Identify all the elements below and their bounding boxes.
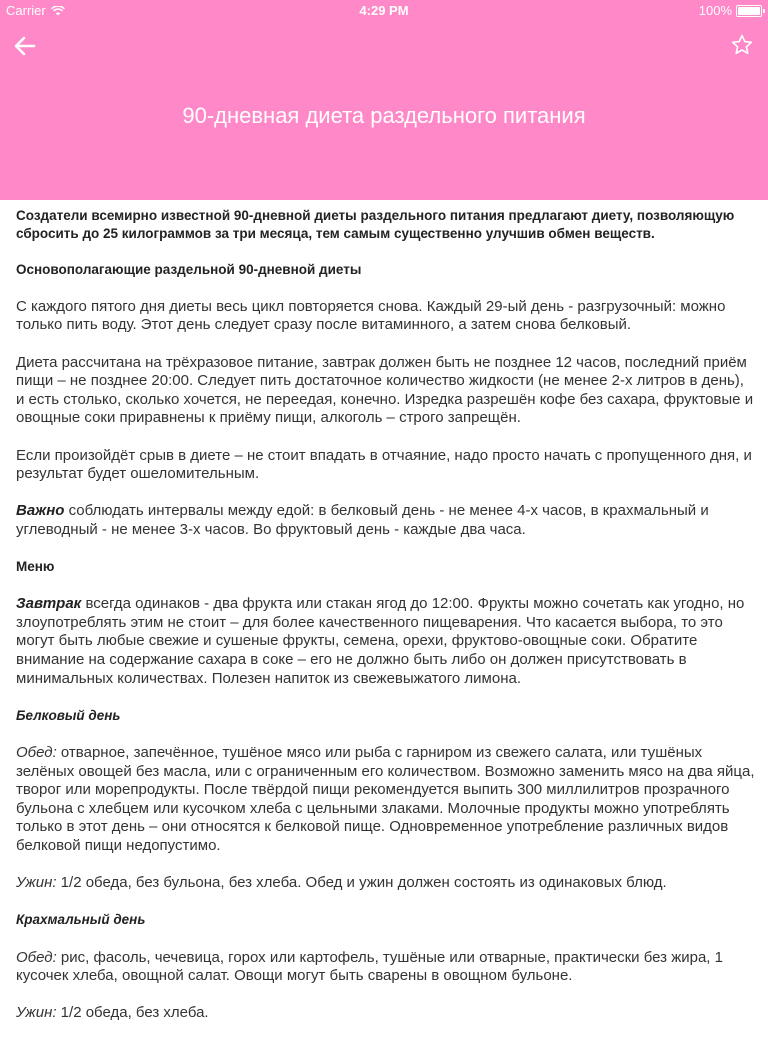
status-time: 4:29 PM	[359, 3, 409, 18]
protein-day-heading: Белковый день	[16, 707, 121, 723]
paragraph-starch-dinner	[16, 1004, 756, 1023]
protein-dinner-text: 1/2 обеда, без бульона, без хлеба. Обед и ужин должен состоять из одинаковых блюд.	[56, 874, 667, 892]
arrow-left-icon	[12, 34, 38, 58]
protein-dinner-label: Ужин:	[16, 874, 57, 892]
menu-heading: Меню	[16, 559, 55, 575]
important-text: соблюдать интервалы между едой: в белковый день - не менее 4-х часов, в крахмальный и углеводный - не менее 3-х часов. Во фруктовый день - каждые два часа.	[16, 502, 709, 538]
back-button[interactable]	[12, 34, 38, 58]
important-label: Важно	[16, 502, 65, 520]
starch-dinner-label: Ужин:	[16, 1004, 57, 1022]
paragraph-breakdown: Если произойдёт срыв в диете – не стоит впадать в отчаяние, надо просто начать с пропущенного дня, и результат будет ошеломительным.	[16, 446, 752, 483]
article-lead: Создатели всемирно известной 90-дневной диеты раздельного питания предлагают диету, позволяющую сбросить до 25 килограммов за три месяца, тем самым существенно улучшив обмен веществ.	[16, 208, 735, 241]
battery-percent: 100%	[698, 3, 732, 18]
starch-dinner-text: 1/2 обеда, без хлеба.	[56, 1004, 209, 1022]
protein-lunch-text: отварное, запечённое, тушёное мясо или рыба с гарниром из свежего салата, или тушёных зелёных овощей без масла, или с ограниченным его количеством. Возможно заменить мясо на два яйца, творог или морепродукты. После твёрдой пищи рекомендуется выпить 300 миллилитров прозрачного бульона с хлебцем или кусочком хлеба с цельными злаками. Молочные продукты можно употреблять только в этот день – они относятся к белковой пище. Одновременное употребление различных видов белковой пищи недопустимо.	[16, 744, 755, 854]
star-outline-icon	[730, 33, 754, 57]
paragraph-cycle: С каждого пятого дня диеты весь цикл повторяется снова. Каждый 29-ый день - разгрузочный: можно только пить воду. Этот день следует сразу после витаминного, а затем снова белковый.	[16, 297, 726, 334]
status-right	[699, 3, 762, 18]
paragraph-protein-dinner	[16, 874, 756, 893]
article-body	[16, 207, 756, 1042]
header-bar	[0, 0, 768, 200]
paragraph-starch-lunch	[16, 949, 756, 986]
paragraph-important	[16, 502, 756, 539]
paragraph-meals: Диета рассчитана на трёхразовое питание, завтрак должен быть не позднее 12 часов, последний приём пищи – не позднее 20:00. Следует пить достаточное количество жидкости (не менее 2-х литров в день), и есть столько, сколько хочется, не переедая, конечно. Изредка разрешён кофе без сахара, фруктовые и овощные соки приравнены к приёму пищи, алкоголь – строго запрещён.	[16, 353, 754, 427]
starch-lunch-text: рис, фасоль, чечевица, горох или картофель, тушёные или отварные, практически без жира, 1 кусочек хлеба, овощной салат. Овощи могут быть сварены в овощном бульоне.	[16, 948, 723, 985]
status-bar	[0, 0, 768, 22]
page-title: 90-дневная диета раздельного питания	[182, 102, 586, 128]
favorite-button[interactable]	[730, 33, 754, 57]
breakfast-text: всегда одинаков - два фрукта или стакан ягод до 12:00. Фрукты можно сочетать как угодно, но злоупотреблять этим не стоит – для более качественного пищеварения. Что касается выбора, то это могут быть любые свежие и сушеные фрукты, семена, орехи, фруктово-овощные соки. Обратите внимание на содержание сахара в соке – его не должно быть либо он должен присутствовать в минимальных количествах. Полезен напиток из свежевыжатого лимона.	[16, 595, 745, 687]
basics-heading: Основополагающие раздельной 90-дневной диеты	[16, 261, 362, 277]
battery-icon	[736, 5, 762, 17]
paragraph-breakfast	[16, 595, 756, 688]
breakfast-label: Завтрак	[16, 595, 82, 613]
starch-day-heading: Крахмальный день	[16, 912, 146, 928]
starch-lunch-label: Обед:	[16, 948, 57, 966]
paragraph-protein-lunch	[16, 744, 756, 856]
protein-lunch-label: Обед:	[16, 744, 57, 762]
carrier-label: Carrier	[6, 3, 46, 18]
